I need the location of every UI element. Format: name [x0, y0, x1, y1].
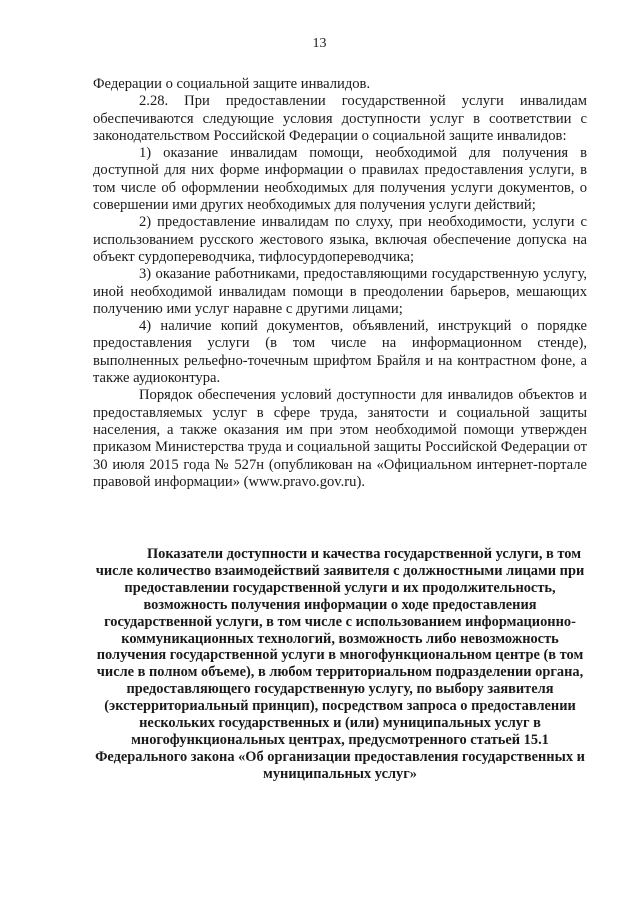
page-number: 13	[312, 36, 327, 51]
paragraph-clause-2-28: 2.28. При предоставлении государственной услуги инвалидам обеспечиваются следующие условия доступности услуг в соответствии с законодательством Российской Федерации о социальной защите инвалидов:	[93, 93, 587, 144]
paragraph-item-4: 4) наличие копий документов, объявлений, инструкций о порядке предоставления услуги (в том числе на информационном стенде), выполненных рельефно-точечным шрифтом Брайля и на контрастном фоне, а также аудиоконтура.	[93, 318, 587, 387]
document-body	[93, 76, 587, 491]
paragraph-continuation: Федерации о социальной защите инвалидов.	[93, 76, 371, 92]
paragraph-procedure: Порядок обеспечения условий доступности для инвалидов объектов и предоставляемых услуг в сфере труда, занятости и социальной защиты населения, а также оказания им при этом необходимой помощи утвержден приказом Министерства труда и социальной защиты Российской Федерации от 30 июля 2015 года № 527н (опубликован на «Официальном интернет-портале правовой информации» (www.pravo.gov.ru).	[93, 387, 587, 490]
paragraph-item-1: 1) оказание инвалидам помощи, необходимой для получения в доступной для них форме информации о правилах предоставления услуги, в том числе об оформлении необходимых для получения услуги документов, о совершении ими других необходимых для получения услуги действий;	[93, 145, 587, 214]
paragraph-item-3: 3) оказание работниками, предоставляющими государственную услугу, иной необходимой инвалидам помощи в преодолении барьеров, мешающих получению ими услуг наравне с другими лицами;	[93, 266, 587, 317]
paragraph-item-2: 2) предоставление инвалидам по слуху, при необходимости, услуги с использованием русского жестового языка, включая обеспечение допуска на объект сурдопереводчика, тифлосурдопереводчика;	[93, 214, 587, 265]
section-heading	[90, 546, 590, 783]
section-heading-text: Показатели доступности и качества государственной услуги, в том числе количество взаимодействий заявителя с должностными лицами при предоставлении государственной услуги и их продолжительность, возможность получения информации о ходе предоставления государственной услуги, в том числе с использованием информационно-коммуникационных технологий, возможность либо невозможность получения государственной услуги в многофункциональном центре (в том числе в полном объеме), в любом территориальном подразделении органа, предоставляющего государственную услугу, по выбору заявителя (экстерриториальный принцип), посредством запроса о предоставлении нескольких государственных и (или) муниципальных услуг в многофункциональных центрах, предусмотренного статьей 15.1 Федерального закона «Об организации предоставления государственных и муниципальных услуг»	[95, 546, 585, 782]
